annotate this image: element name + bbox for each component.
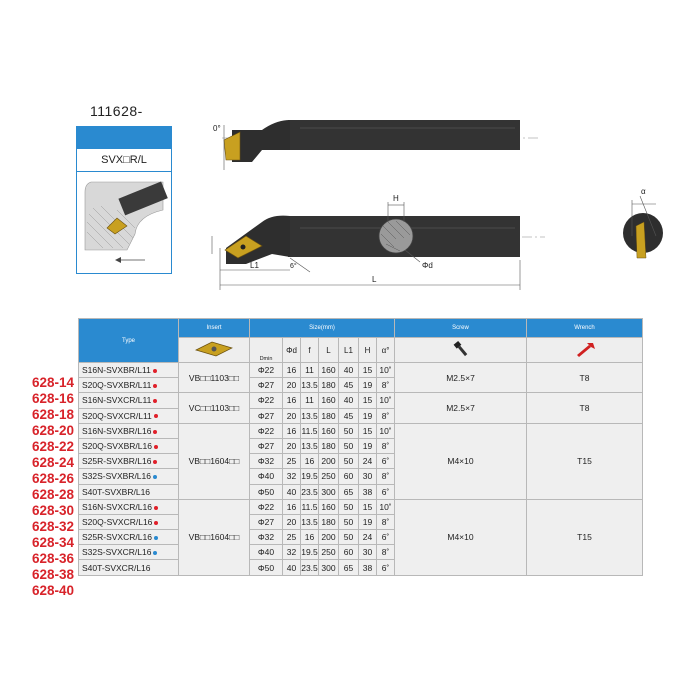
cell-type [79, 438, 179, 453]
cell-type [79, 363, 179, 378]
cell-dmin: Φ22 [250, 393, 283, 408]
cell-wrench: T15 [527, 499, 643, 575]
cell-phid: 40 [283, 560, 301, 575]
order-code-list [4, 375, 74, 599]
wrench-image [527, 338, 643, 363]
order-code: 628-28 [31, 487, 74, 502]
cell-alpha: 10˚ [377, 423, 395, 438]
order-code: 628-32 [31, 519, 74, 534]
cell-L1: 65 [339, 484, 359, 499]
cell-phid: 25 [283, 530, 301, 545]
col-alpha-header: α° [377, 338, 395, 363]
cell-type [79, 393, 179, 408]
cell-H: 19 [359, 378, 377, 393]
cell-H: 38 [359, 484, 377, 499]
cell-alpha: 6˚ [377, 454, 395, 469]
cell-phid: 32 [283, 469, 301, 484]
order-code: 628-30 [31, 503, 74, 518]
cell-screw: M2.5×7 [395, 363, 527, 393]
cell-wrench: T8 [527, 363, 643, 393]
type-text: S25R-SVXBR/L16 [82, 456, 152, 467]
cell-type [79, 423, 179, 438]
col-dmin-header: Dmin [250, 338, 283, 363]
red-dot-icon [153, 399, 157, 403]
type-text: S16N-SVXBR/L16 [82, 425, 152, 436]
cell-type [79, 454, 179, 469]
order-code: 628-16 [31, 391, 74, 406]
cell-dmin: Φ27 [250, 408, 283, 423]
end-view [623, 196, 663, 258]
cell-type [79, 484, 179, 499]
dim-L1-label: L1 [250, 261, 259, 270]
cell-H: 30 [359, 469, 377, 484]
technical-drawing [0, 0, 700, 310]
order-code: 628-22 [31, 439, 74, 454]
table-row [79, 363, 643, 378]
cell-type [79, 514, 179, 529]
cell-screw: M4×10 [395, 423, 527, 499]
cell-L1: 65 [339, 560, 359, 575]
order-code: 628-34 [31, 535, 74, 550]
blue-dot-icon [153, 551, 157, 555]
cell-H: 38 [359, 560, 377, 575]
col-screw-header: Screw [395, 319, 527, 338]
cell-type [79, 530, 179, 545]
cell-f: 23.5 [301, 560, 319, 575]
cell-H: 30 [359, 545, 377, 560]
cell-L: 300 [319, 560, 339, 575]
order-code: 628-24 [31, 455, 74, 470]
type-text: S32S-SVXBR/L16 [82, 471, 151, 482]
cell-alpha: 10˚ [377, 363, 395, 378]
col-L1-header: L1 [339, 338, 359, 363]
cell-phid: 16 [283, 363, 301, 378]
cell-dmin: Φ32 [250, 454, 283, 469]
spec-table-body [79, 363, 643, 576]
series-code: 111628- [90, 103, 143, 119]
cell-L1: 45 [339, 378, 359, 393]
cell-L1: 45 [339, 408, 359, 423]
cell-f: 16 [301, 454, 319, 469]
cell-f: 13.5 [301, 408, 319, 423]
cell-type [79, 499, 179, 514]
cell-alpha: 8˚ [377, 408, 395, 423]
order-code: 628-14 [31, 375, 74, 390]
table-row [79, 393, 643, 408]
cell-H: 15 [359, 363, 377, 378]
col-L-header: L [319, 338, 339, 363]
cell-f: 16 [301, 530, 319, 545]
type-text: S20Q-SVXCR/L16 [82, 516, 153, 527]
cell-L: 200 [319, 454, 339, 469]
cell-L: 300 [319, 484, 339, 499]
order-code: 628-18 [31, 407, 74, 422]
type-text: S40T-SVXCR/L16 [82, 562, 151, 573]
cell-f: 23.5 [301, 484, 319, 499]
cell-insert: VB□□1604□□ [179, 423, 250, 499]
cell-wrench: T15 [527, 423, 643, 499]
red-dot-icon [154, 445, 158, 449]
cell-H: 24 [359, 454, 377, 469]
red-dot-icon [154, 506, 158, 510]
cell-f: 13.5 [301, 438, 319, 453]
type-text: S16N-SVXCR/L11 [82, 395, 152, 406]
cell-dmin: Φ40 [250, 545, 283, 560]
order-code: 628-40 [31, 583, 74, 598]
order-code: 628-26 [31, 471, 74, 486]
cell-alpha: 8˚ [377, 378, 395, 393]
col-f-header: f [301, 338, 319, 363]
cell-dmin: Φ22 [250, 499, 283, 514]
screw-image [395, 338, 527, 363]
cell-type [79, 545, 179, 560]
type-text: S16N-SVXCR/L16 [82, 501, 152, 512]
cell-f: 11 [301, 393, 319, 408]
cell-L1: 50 [339, 438, 359, 453]
cell-L1: 50 [339, 454, 359, 469]
cell-L: 200 [319, 530, 339, 545]
cell-type [79, 469, 179, 484]
cell-dmin: Φ27 [250, 514, 283, 529]
tool-top-view [222, 120, 540, 170]
cell-screw: M2.5×7 [395, 393, 527, 423]
red-dot-icon [153, 430, 157, 434]
table-row [79, 499, 643, 514]
cell-phid: 25 [283, 454, 301, 469]
red-dot-icon [154, 521, 158, 525]
cell-f: 11 [301, 363, 319, 378]
cell-f: 19.5 [301, 469, 319, 484]
angle-6-label: 6° [290, 263, 297, 270]
dim-L-label: L [372, 275, 377, 284]
cell-L1: 50 [339, 514, 359, 529]
cell-L1: 50 [339, 499, 359, 514]
cell-type [79, 378, 179, 393]
cell-dmin: Φ27 [250, 438, 283, 453]
cell-L1: 40 [339, 363, 359, 378]
red-dot-icon [153, 460, 157, 464]
cell-insert: VB□□1103□□ [179, 363, 250, 393]
cell-dmin: Φ22 [250, 423, 283, 438]
cell-L: 180 [319, 514, 339, 529]
spec-table [78, 318, 643, 576]
red-dot-icon [154, 414, 158, 418]
series-model: SVX□R/L [77, 149, 171, 172]
cell-phid: 16 [283, 393, 301, 408]
cell-phid: 20 [283, 514, 301, 529]
type-text: S25R-SVXCR/L16 [82, 532, 152, 543]
cell-phid: 20 [283, 378, 301, 393]
cell-dmin: Φ50 [250, 484, 283, 499]
cell-type [79, 408, 179, 423]
cell-phid: 20 [283, 438, 301, 453]
cell-f: 13.5 [301, 514, 319, 529]
type-text: S20Q-SVXCR/L11 [82, 410, 152, 421]
cell-alpha: 8˚ [377, 438, 395, 453]
cell-alpha: 8˚ [377, 514, 395, 529]
cell-dmin: Φ50 [250, 560, 283, 575]
dim-phid-label: Φd [422, 261, 433, 270]
red-dot-icon [153, 369, 157, 373]
angle-alpha-label: α [641, 187, 646, 196]
cell-alpha: 6˚ [377, 484, 395, 499]
cell-alpha: 8˚ [377, 545, 395, 560]
order-code: 628-36 [31, 551, 74, 566]
cell-alpha: 8˚ [377, 469, 395, 484]
cell-f: 11.5 [301, 499, 319, 514]
cell-L: 180 [319, 438, 339, 453]
cell-phid: 20 [283, 408, 301, 423]
cell-screw: M4×10 [395, 499, 527, 575]
cell-dmin: Φ27 [250, 378, 283, 393]
type-text: S32S-SVXCR/L16 [82, 547, 152, 558]
cell-alpha: 6˚ [377, 560, 395, 575]
cell-f: 11.5 [301, 423, 319, 438]
cell-alpha: 10˚ [377, 393, 395, 408]
angle-0-label: 0° [213, 124, 221, 133]
cell-phid: 32 [283, 545, 301, 560]
type-text: S20Q-SVXBR/L16 [82, 441, 152, 452]
cell-H: 15 [359, 393, 377, 408]
type-text: S16N-SVXBR/L11 [82, 365, 151, 376]
cell-L: 160 [319, 423, 339, 438]
cell-f: 13.5 [301, 378, 319, 393]
red-dot-icon [153, 384, 157, 388]
cell-L: 250 [319, 469, 339, 484]
cell-phid: 16 [283, 499, 301, 514]
col-H-header: H [359, 338, 377, 363]
cell-f: 19.5 [301, 545, 319, 560]
cell-H: 15 [359, 423, 377, 438]
cell-L: 160 [319, 393, 339, 408]
col-phid-header: Φd [283, 338, 301, 363]
cell-phid: 16 [283, 423, 301, 438]
blue-dot-icon [154, 536, 158, 540]
type-text: S40T-SVXBR/L16 [82, 486, 151, 497]
dim-H-label: H [393, 194, 399, 203]
col-type-header: Type [79, 319, 179, 363]
col-insert-header: Insert [179, 319, 250, 338]
order-code: 628-20 [31, 423, 74, 438]
cell-dmin: Φ22 [250, 363, 283, 378]
cell-L: 160 [319, 499, 339, 514]
order-code: 628-38 [31, 567, 74, 582]
col-size-header: Size(mm) [250, 319, 395, 338]
cell-dmin: Φ32 [250, 530, 283, 545]
cell-L1: 60 [339, 545, 359, 560]
tool-side-view [212, 202, 545, 290]
cell-insert: VC□□1103□□ [179, 393, 250, 423]
cell-H: 24 [359, 530, 377, 545]
type-text: S20Q-SVXBR/L11 [82, 380, 152, 391]
cell-type [79, 560, 179, 575]
cell-L: 180 [319, 378, 339, 393]
cell-H: 19 [359, 514, 377, 529]
cell-L1: 40 [339, 393, 359, 408]
table-row [79, 423, 643, 438]
cell-H: 19 [359, 408, 377, 423]
cell-alpha: 10˚ [377, 499, 395, 514]
cell-L: 180 [319, 408, 339, 423]
col-wrench-header: Wrench [527, 319, 643, 338]
blue-dot-icon [153, 475, 157, 479]
insert-image [179, 338, 250, 363]
cell-wrench: T8 [527, 393, 643, 423]
cell-L1: 50 [339, 530, 359, 545]
cell-L: 160 [319, 363, 339, 378]
cell-insert: VB□□1604□□ [179, 499, 250, 575]
cell-L: 250 [319, 545, 339, 560]
cell-dmin: Φ40 [250, 469, 283, 484]
cell-alpha: 6˚ [377, 530, 395, 545]
cell-H: 19 [359, 438, 377, 453]
cell-H: 15 [359, 499, 377, 514]
cell-L1: 60 [339, 469, 359, 484]
cell-phid: 40 [283, 484, 301, 499]
cell-L1: 50 [339, 423, 359, 438]
